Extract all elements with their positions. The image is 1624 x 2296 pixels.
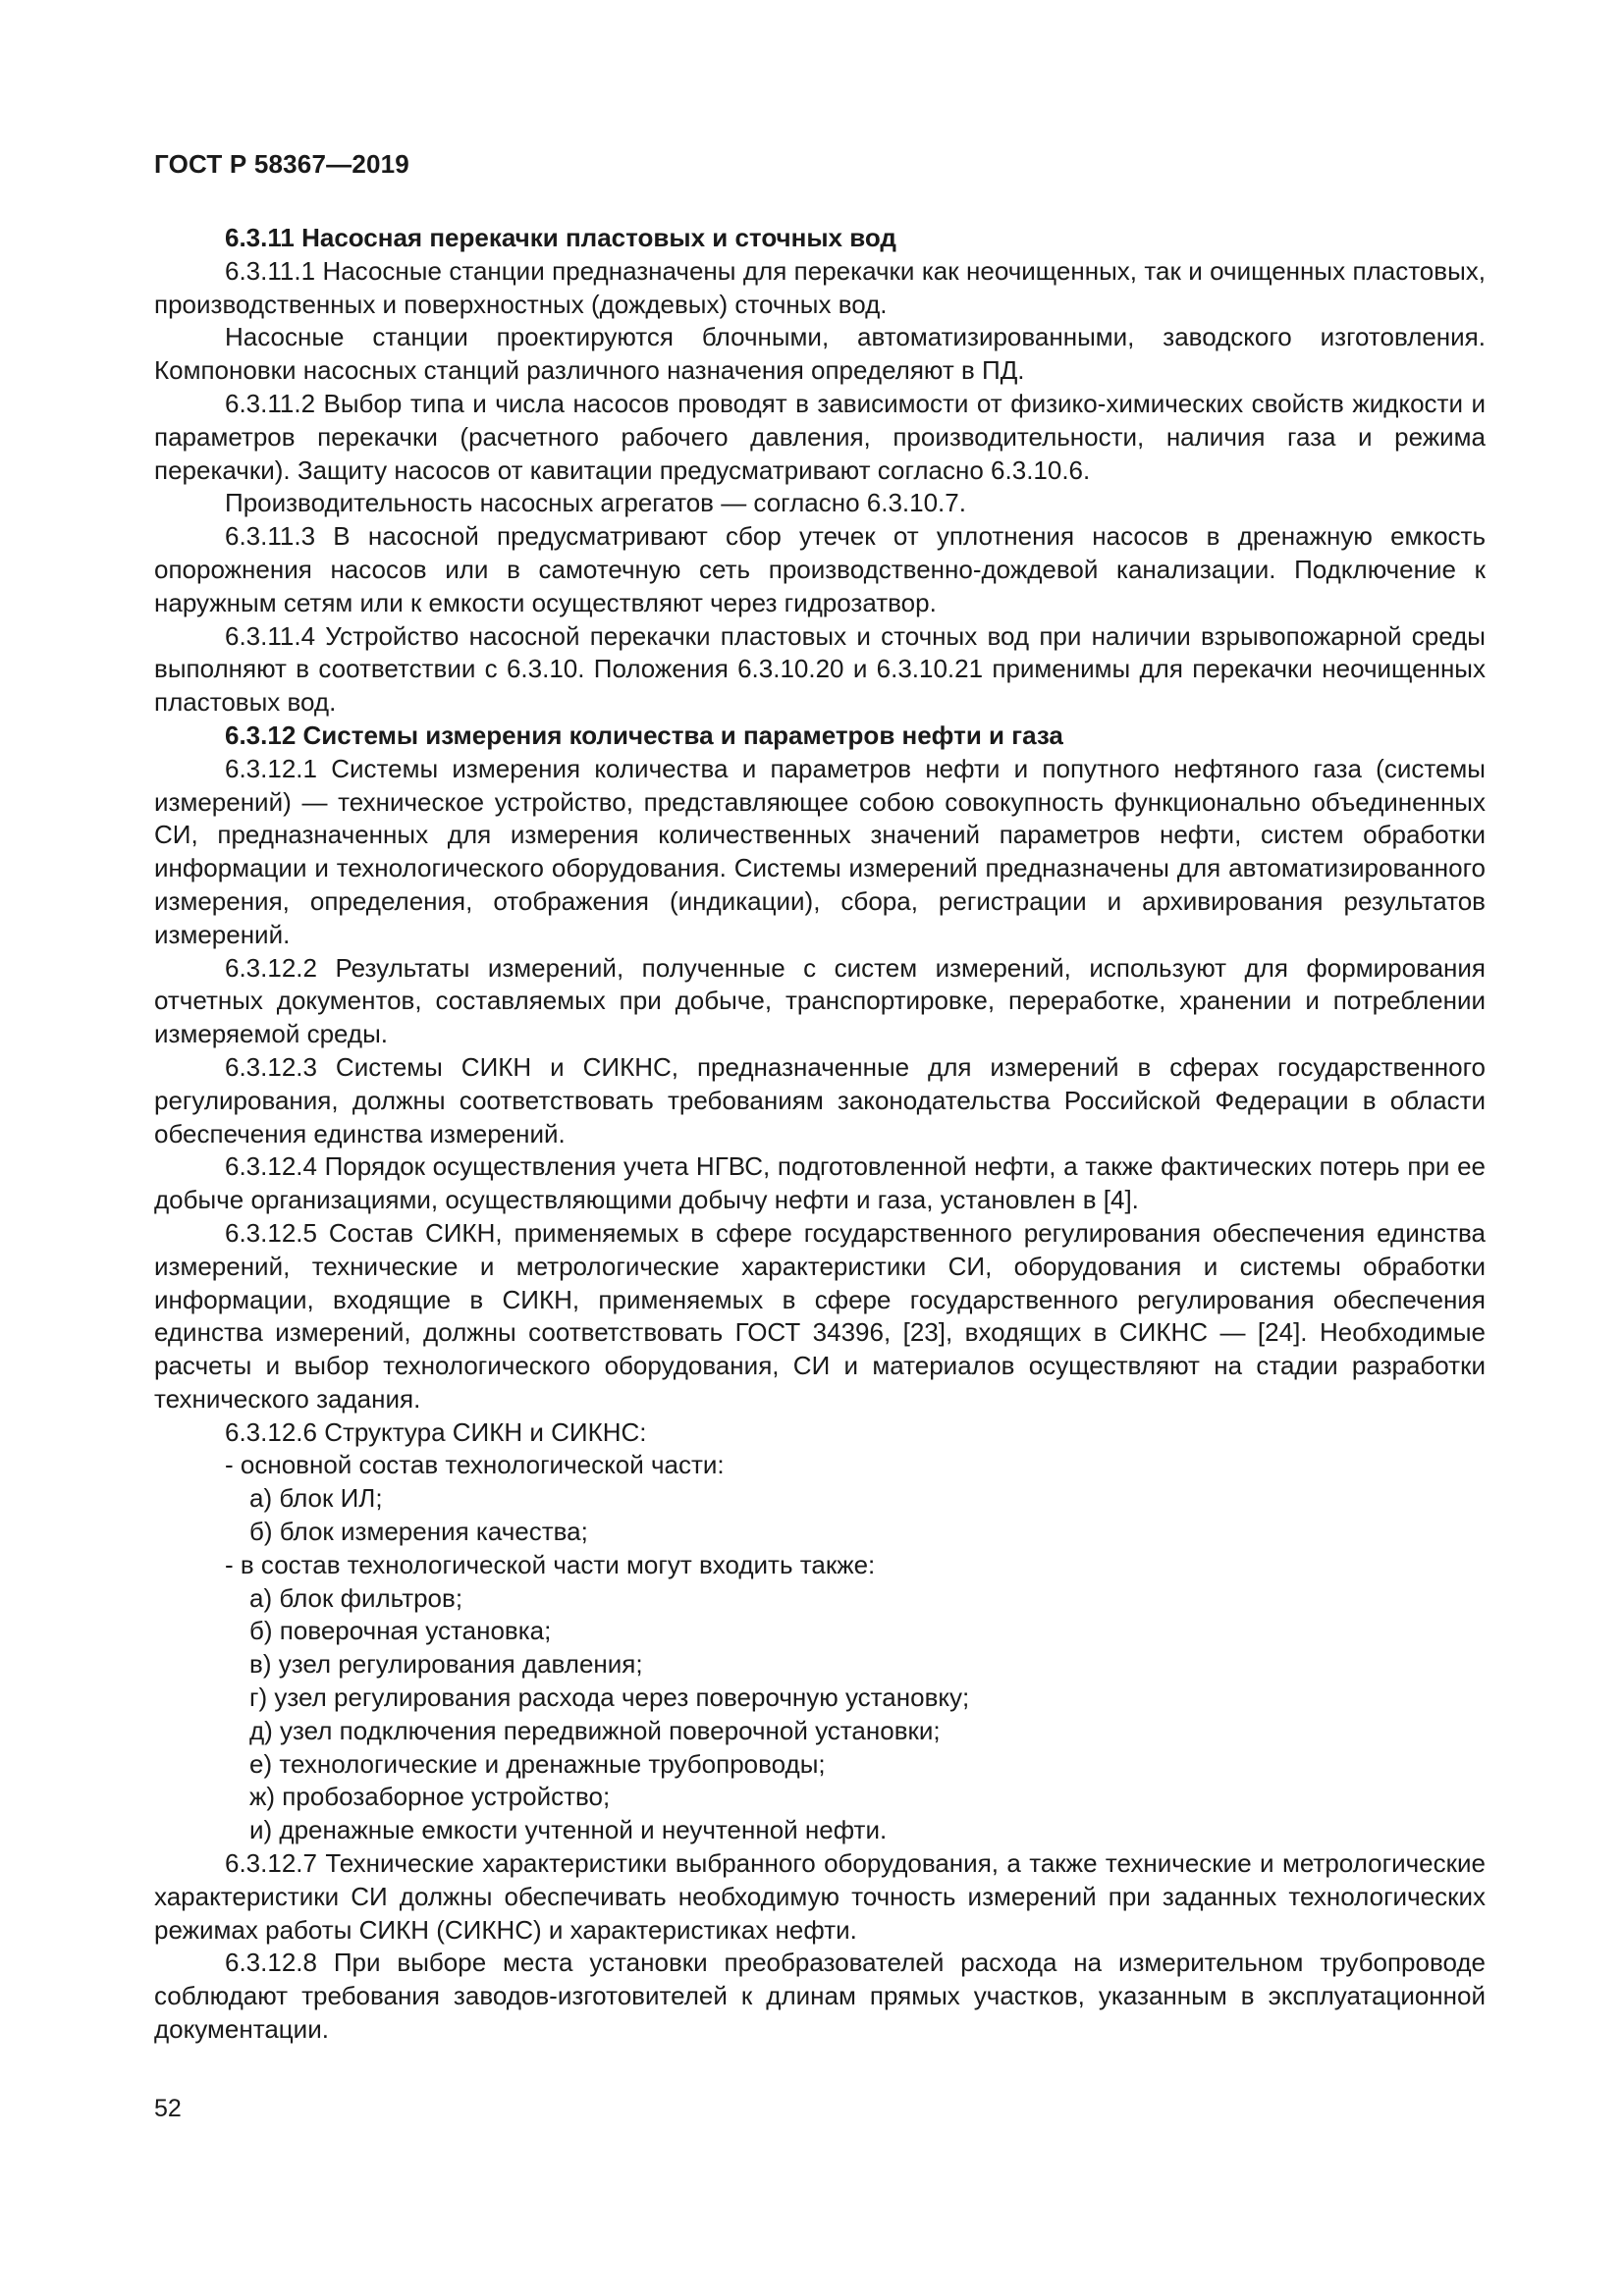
page-number: 52: [154, 2095, 182, 2122]
dash-list-item: - основной состав технологической части:: [225, 1450, 725, 1480]
section-heading: 6.3.12 Системы измерения количества и параметров нефти и газа: [225, 720, 1063, 750]
paragraph: 6.3.12.4 Порядок осуществления учета НГВС, подготовленной нефти, а также фактических потерь при ее добыче организациями, осуществляющими добычу нефти и газа, установлен в [4].: [154, 1151, 1486, 1215]
paragraph: 6.3.12.6 Структура СИКН и СИКНС:: [225, 1416, 647, 1447]
section-heading: 6.3.11 Насосная перекачки пластовых и сточных вод: [225, 223, 896, 252]
paragraph: Производительность насосных агрегатов — согласно 6.3.10.7.: [225, 488, 966, 518]
paragraph: 6.3.12.1 Системы измерения количества и параметров нефти и попутного нефтяного газа (системы измерений) — техническое устройство, представляющее собою совокупность функционально объединенных СИ, предназначенных для измерения количественных значений параметров нефти, систем обработки информации и технологического оборудования. Системы измерений предназначены для автоматизированного измерения, определения, отображения (индикации), сбора, регистрации и архивирования результатов измерений.: [154, 753, 1486, 949]
paragraph: 6.3.12.7 Технические характеристики выбранного оборудования, а также технические и метрологические характеристики СИ должны обеспечивать необходимую точность измерений при заданных технологических режимах работы СИКН (СИКНС) и характеристиках нефти.: [154, 1848, 1486, 1945]
sub-list-item: д) узел подключения передвижной поверочной установки;: [249, 1715, 941, 1745]
paragraph: 6.3.11.2 Выбор типа и числа насосов проводят в зависимости от физико-химических свойств жидкости и параметров перекачки (расчетного рабочего давления, производительности, наличия газа и режима перекачки). Защиту насосов от кавитации предусматривают согласно 6.3.10.6.: [154, 388, 1486, 485]
paragraph: 6.3.11.3 В насосной предусматривают сбор утечек от уплотнения насосов в дренажную емкость опорожнения насосов или в самотечную сеть производственно-дождевой канализации. Подключение к наружным сетям или к емкости осуществляют через гидрозатвор.: [154, 521, 1486, 617]
sub-list-item: а) блок ИЛ;: [249, 1483, 383, 1514]
paragraph: 6.3.12.8 При выборе места установки преобразователей расхода на измерительном трубопроводе соблюдают требования заводов-изготовителей к длинам прямых участков, указанным в эксплуатационной документации.: [154, 1948, 1486, 2045]
paragraph: 6.3.12.2 Результаты измерений, полученные с систем измерений, используют для формирования отчетных документов, составляемых при добыче, транспортировке, переработке, хранении и потреблении измеряемой среды.: [154, 952, 1486, 1049]
document-body: [154, 222, 1486, 2047]
sub-list-item: г) узел регулирования расхода через поверочную установку;: [249, 1682, 970, 1713]
paragraph: 6.3.11.4 Устройство насосной перекачки пластовых и сточных вод при наличии взрывопожарной среды выполняют в соответствии с 6.3.10. Положения 6.3.10.20 и 6.3.10.21 применимы для перекачки неочищенных пластовых вод.: [154, 620, 1486, 718]
sub-list-item: б) поверочная установка;: [249, 1616, 552, 1646]
dash-list-item: - в состав технологической части могут входить также:: [225, 1549, 876, 1579]
sub-list-item: в) узел регулирования давления;: [249, 1649, 643, 1680]
sub-list-item: а) блок фильтров;: [249, 1582, 463, 1613]
paragraph: 6.3.12.3 Системы СИКН и СИКНС, предназначенные для измерений в сферах государственного регулирования, должны соответствовать требованиям законодательства Российской Федерации в области обеспечения единства измерений.: [154, 1051, 1486, 1148]
sub-list-item: ж) пробозаборное устройство;: [249, 1782, 611, 1812]
sub-list-item: е) технологические и дренажные трубопроводы;: [249, 1748, 826, 1779]
paragraph: Насосные станции проектируются блочными, автоматизированными, заводского изготовления. Компоновки насосных станций различного назначения определяют в ПД.: [154, 322, 1486, 386]
sub-list-item: и) дренажные емкости учтенной и неучтенной нефти.: [249, 1815, 888, 1845]
paragraph: 6.3.11.1 Насосные станции предназначены для перекачки как неочищенных, так и очищенных пластовых, производственных и поверхностных (дождевых) сточных вод.: [154, 255, 1486, 319]
document-header: ГОСТ Р 58367—2019: [154, 149, 409, 179]
paragraph: 6.3.12.5 Состав СИКН, применяемых в сфере государственного регулирования обеспечения единства измерений, технические и метрологические характеристики СИ, оборудования и системы обработки информации, входящие в СИКН, применяемых в сфере государственного регулирования обеспечения единства измерений, должны соответствовать ГОСТ 34396, [23], входящих в СИКНС — [24]. Необходимые расчеты и выбор технологического оборудования, СИ и материалов осуществляют на стадии разработки технического задания.: [154, 1217, 1486, 1414]
sub-list-item: б) блок измерения качества;: [249, 1517, 588, 1547]
